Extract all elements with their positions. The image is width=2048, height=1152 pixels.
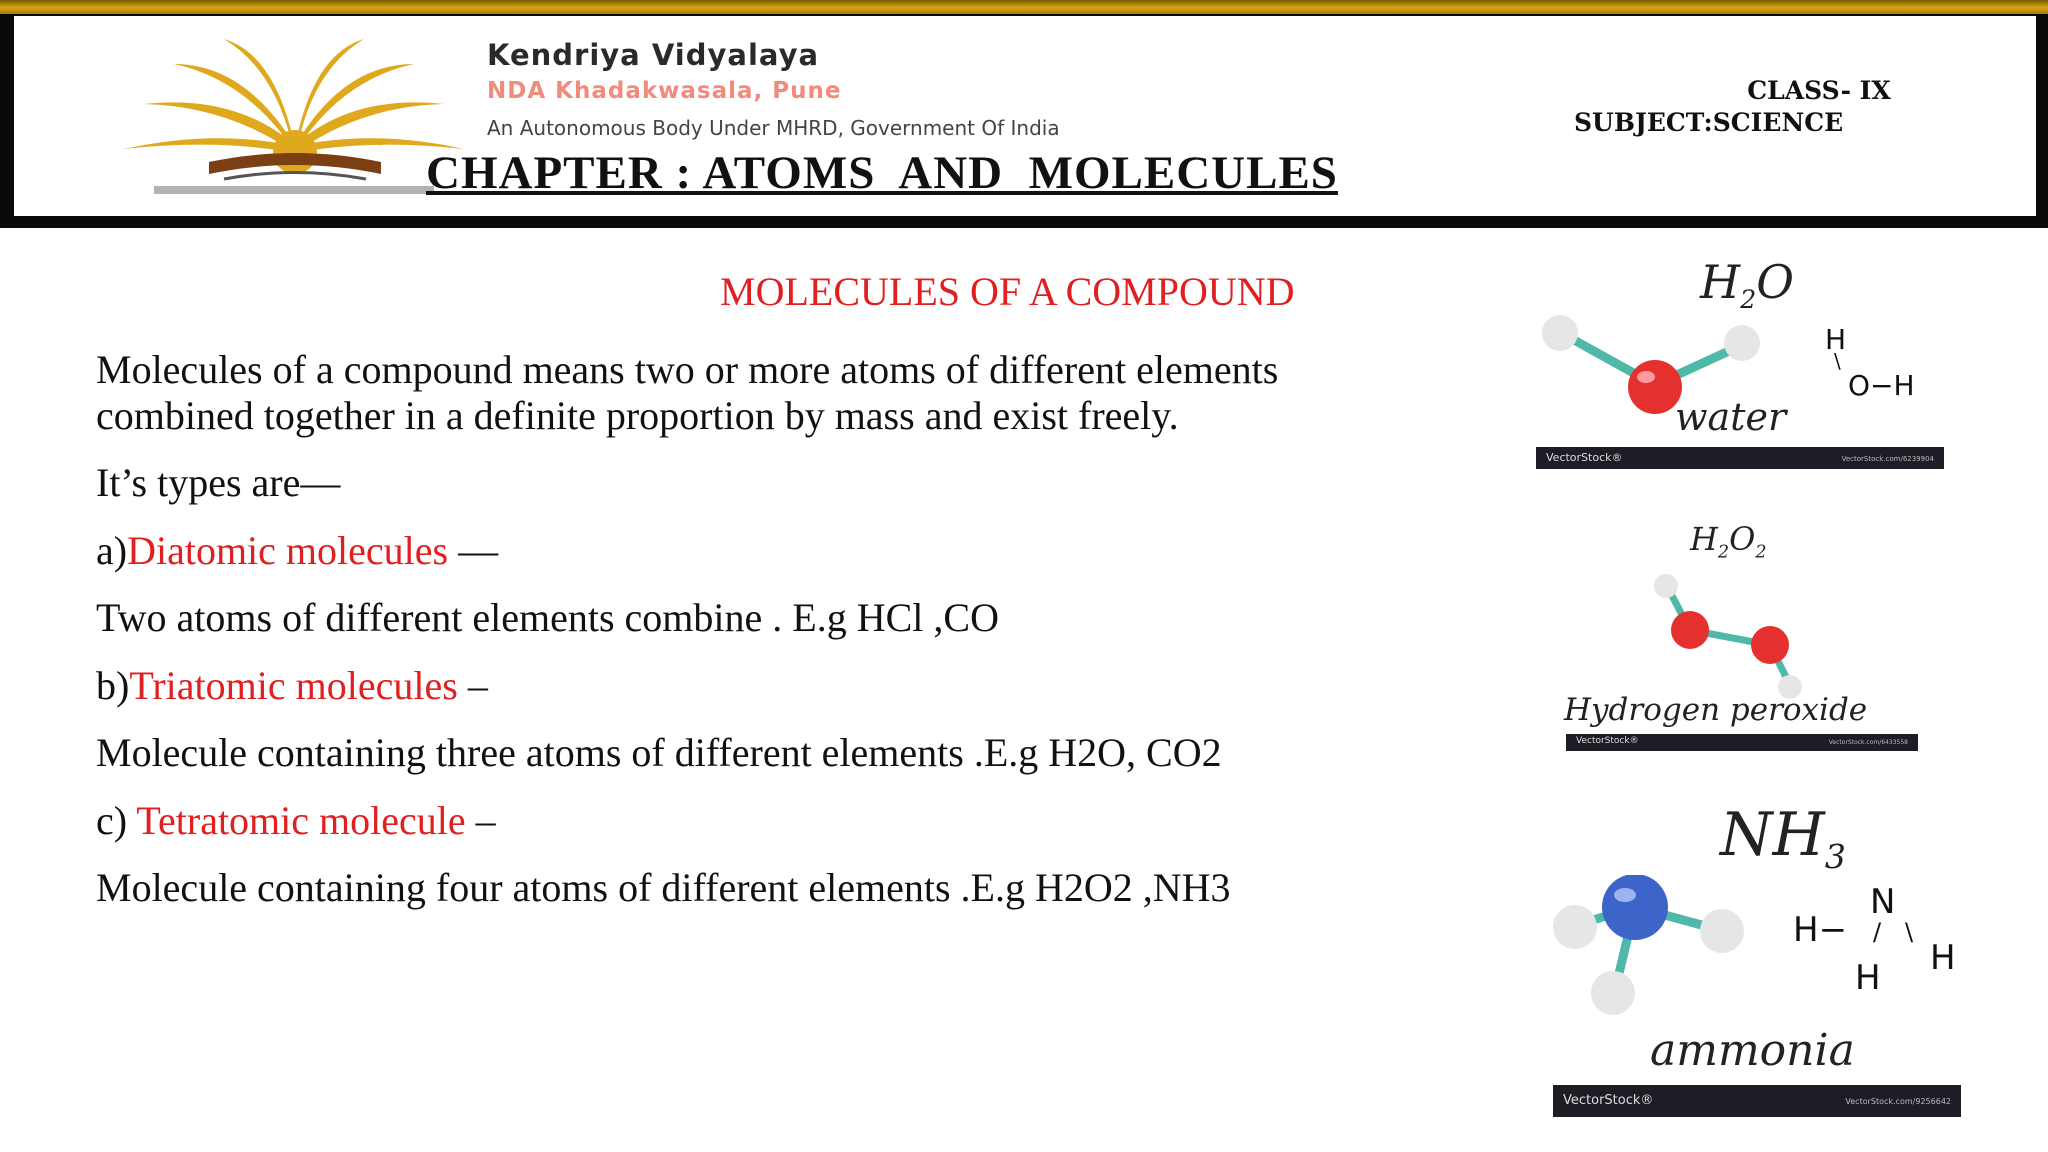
- triatomic-label: Triatomic molecules: [129, 663, 458, 708]
- kv-logo-icon: [114, 34, 474, 209]
- chapter-title: CHAPTER : ATOMS AND MOLECULES: [426, 147, 1338, 199]
- water-struct-oh: O−H: [1848, 369, 1915, 402]
- diatomic-label: Diatomic molecules: [127, 528, 449, 573]
- org-place: NDA Khadakwasala, Pune: [487, 78, 842, 104]
- diatomic-heading: [96, 528, 498, 574]
- water-name: water: [1675, 395, 1787, 439]
- ammonia-struct-bond: /: [1873, 918, 1882, 946]
- list-dash: –: [465, 798, 496, 843]
- banner-panel: [14, 16, 2036, 216]
- definition-line-1: Molecules of a compound means two or more atoms of different elements: [96, 347, 1279, 392]
- types-intro: It’s types are—: [96, 460, 341, 505]
- definition-line-2: combined together in a definite proportion by mass and exist freely.: [96, 393, 1179, 438]
- peroxide-molecule-icon: [1640, 570, 1840, 710]
- vectorstock-watermark: VectorStock® VectorStock.com/9256642: [1553, 1085, 1961, 1117]
- gold-border: [0, 0, 2048, 14]
- list-prefix: b): [96, 663, 130, 708]
- class-label: CLASS- IX: [1747, 76, 1891, 105]
- triatomic-heading: [96, 663, 488, 709]
- vectorstock-watermark: VectorStock® VectorStock.com/6239904: [1536, 447, 1944, 469]
- list-dash: –: [457, 663, 488, 708]
- header-banner: [0, 0, 2048, 228]
- triatomic-description: Molecule containing three atoms of different elements .E.g H2O, CO2: [96, 730, 1222, 775]
- vectorstock-watermark: VectorStock® VectorStock.com/6433558: [1566, 734, 1918, 751]
- water-struct-h: H: [1825, 323, 1847, 356]
- ammonia-struct-h-left: H−: [1793, 910, 1848, 950]
- peroxide-formula: $H_2O_2$: [1690, 520, 1767, 563]
- diatomic-description: Two atoms of different elements combine . E.g HCl ,CO: [96, 595, 999, 640]
- peroxide-name: Hydrogen peroxide: [1564, 692, 1868, 728]
- list-prefix: c): [96, 798, 137, 843]
- org-tagline: An Autonomous Body Under MHRD, Government Of India: [487, 116, 1060, 140]
- peroxide-image: [1560, 520, 1925, 755]
- ammonia-struct-n: N: [1870, 882, 1896, 922]
- list-dash: —: [448, 528, 499, 573]
- water-image: [1530, 255, 1950, 470]
- ammonia-name: ammonia: [1650, 1025, 1855, 1076]
- list-prefix: a): [96, 528, 128, 573]
- water-struct-bond: \: [1834, 349, 1841, 373]
- tetratomic-description: Molecule containing four atoms of different elements .E.g H2O2 ,NH3: [96, 865, 1231, 910]
- water-formula: $H_2O$: [1700, 255, 1794, 315]
- subject-label: SUBJECT:SCIENCE: [1574, 108, 1844, 137]
- tetratomic-heading: [96, 798, 496, 844]
- org-name: Kendriya Vidyalaya: [487, 38, 820, 72]
- ammonia-struct-h-right: H: [1930, 938, 1956, 978]
- ammonia-struct-h-bottom: H: [1855, 958, 1881, 998]
- ammonia-image: [1545, 800, 1965, 1120]
- ammonia-struct-bond: \: [1905, 918, 1914, 946]
- ammonia-formula: $NH_3$: [1720, 800, 1846, 876]
- ammonia-molecule-icon: [1545, 875, 1745, 1035]
- tetratomic-label: Tetratomic molecule: [136, 798, 466, 843]
- slide-heading: MOLECULES OF A COMPOUND: [720, 269, 1295, 314]
